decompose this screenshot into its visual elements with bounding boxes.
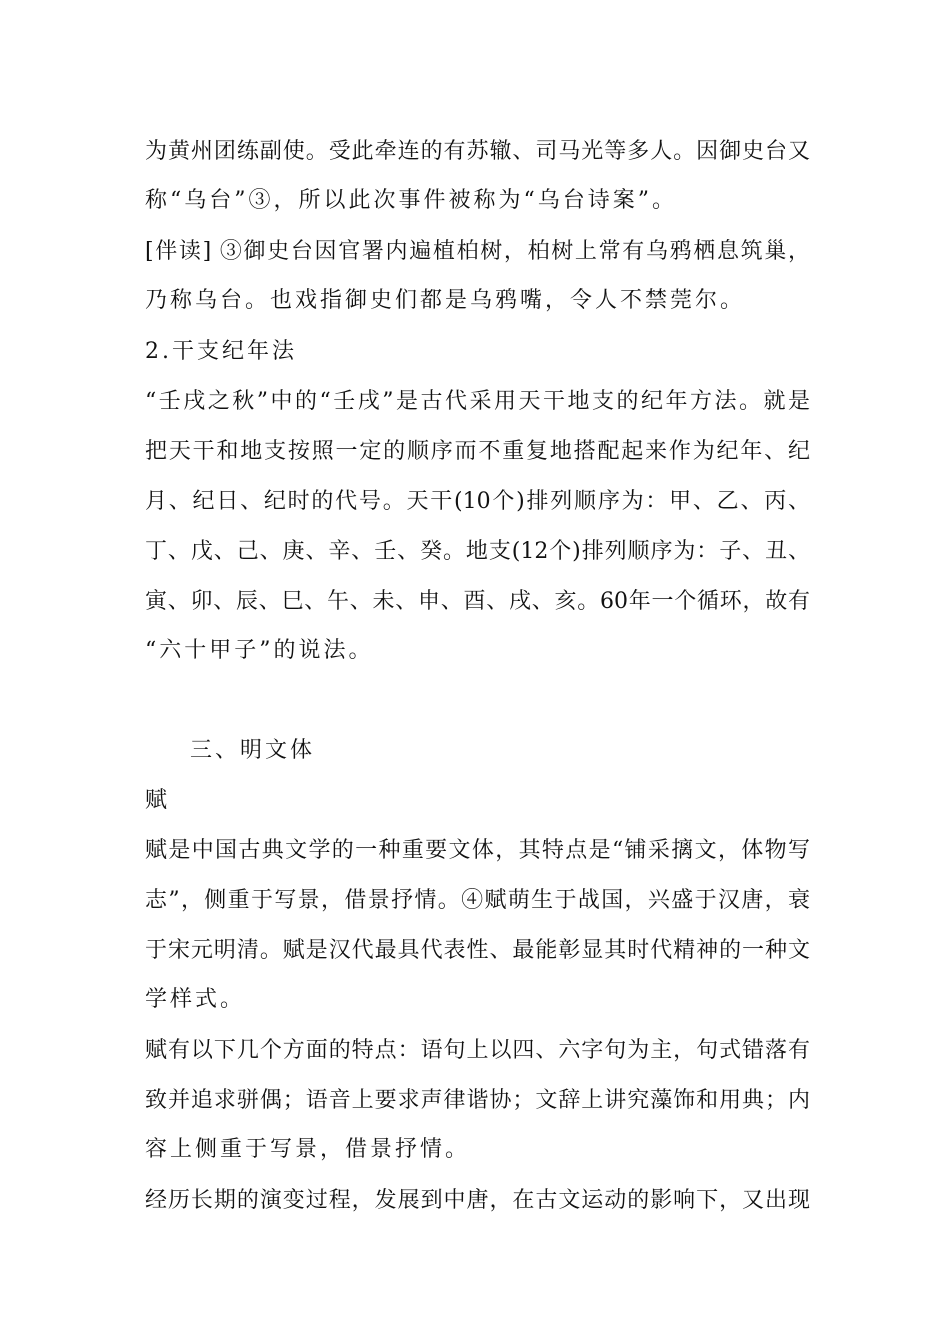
body-text-line: 寅、卯、辰、巳、午、未、申、酉、戌、亥。60年一个循环，故有: [145, 589, 810, 614]
body-text-line: 为黄州团练副使。受此牵连的有苏辙、司马光等多人。因御史台又: [145, 139, 810, 164]
body-text-line: 赋有以下几个方面的特点：语句上以四、六字句为主，句式错落有: [145, 1038, 810, 1063]
body-text-line: 月、纪日、纪时的代号。天干(10个)排列顺序为：甲、乙、丙、: [145, 489, 810, 514]
body-text-line: 致并追求骈偶；语音上要求声律谐协；文辞上讲究藻饰和用典；内: [145, 1088, 810, 1113]
subsection-heading: 2.干支纪年法: [145, 339, 297, 364]
body-text-line: 志”，侧重于写景，借景抒情。④赋萌生于战国，兴盛于汉唐，衰: [145, 888, 810, 913]
body-text-line: 学样式。: [145, 987, 246, 1012]
body-text-line: 容上侧重于写景，借景抒情。: [145, 1137, 471, 1162]
body-text-line: 于宋元明清。赋是汉代最具代表性、最能彰显其时代精神的一种文: [145, 938, 810, 963]
body-text-line: 经历长期的演变过程，发展到中唐，在古文运动的影响下，又出现: [145, 1188, 810, 1213]
body-text-line: “壬戌之秋”中的“壬戌”是古代采用天干地支的纪年方法。就是: [145, 389, 810, 414]
annotation-text-line: 乃称乌台。也戏指御史们都是乌鸦嘴，令人不禁莞尔。: [145, 288, 746, 313]
body-text-line: 丁、戊、己、庚、辛、壬、癸。地支(12个)排列顺序为：子、丑、: [145, 539, 810, 564]
body-text-line: 赋是中国古典文学的一种重要文体，其特点是“铺采摛文，体物写: [145, 838, 810, 863]
body-text-line: 称“乌台”③，所以此次事件被称为“乌台诗案”。: [145, 188, 677, 213]
annotation-text-line: [伴读] ③御史台因官署内遍植柏树，柏树上常有乌鸦栖息筑巢，: [145, 239, 810, 264]
section-heading: 三、明文体: [190, 738, 316, 763]
body-text-line: 把天干和地支按照一定的顺序而不重复地搭配起来作为纪年、纪: [145, 439, 810, 464]
subsection-heading: 赋: [145, 788, 171, 813]
body-text-line: “六十甲子”的说法。: [145, 638, 374, 663]
